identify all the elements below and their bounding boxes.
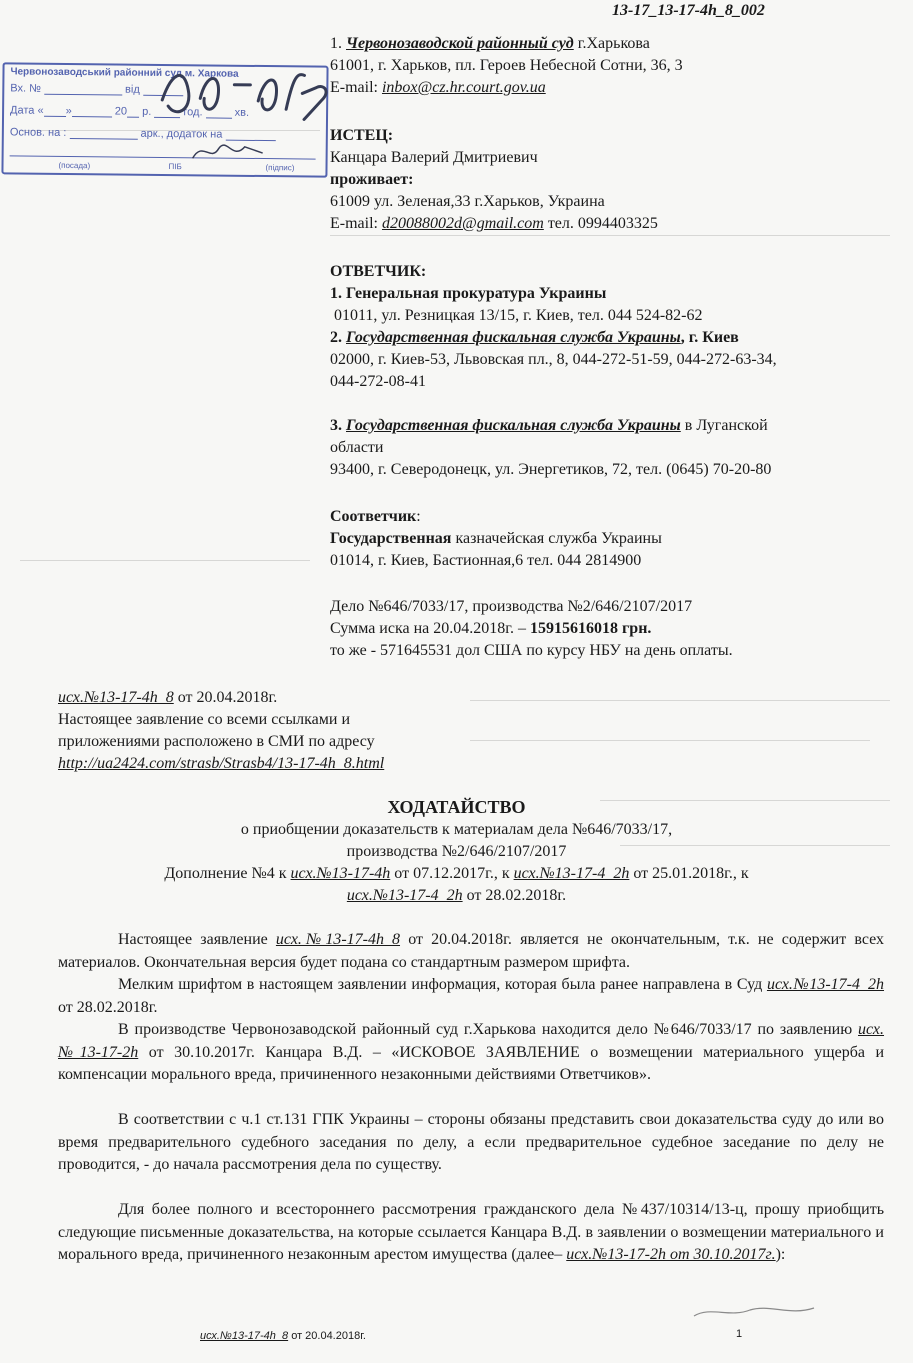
defendant-3-region: области bbox=[330, 439, 384, 456]
defendant-3-title: 3. Государственная фискальная служба Украины в Луганской bbox=[330, 417, 768, 434]
paragraph-4: В соответствии с ч.1 ст.131 ГПК Украины – стороны обязаны представить свои доказательства суду до или во время предварительного судебного заседания по делу, а если предварительное судебное заседание по делу не проводится, - до начала рассмотрения дела по существу. bbox=[58, 1111, 884, 1173]
defendant-2-address-1: 02000, г. Киев-53, Львовская пл., 8, 044-272-51-59, 044-272-63-34, bbox=[330, 351, 777, 368]
defendants-heading: ОТВЕТЧИК: bbox=[330, 263, 427, 280]
ref-line: исх.№13-17-4h_8 от 20.04.2018г. bbox=[58, 689, 278, 706]
paragraph-1: Настоящее заявление исх.№13-17-4h_8 от 20.04.2018г. является не окончательным, т.к. не содержит всех материалов. Окончательная версия будет подана со стандартным размером шрифта. bbox=[58, 931, 885, 971]
plaintiff-address: 61009 ул. Зеленая,33 г.Харьков, Украина bbox=[330, 193, 605, 210]
paragraph-2: Мелким шрифтом в настоящем заявлении информация, которая была ранее направлена в Суд исх.№13-17-4_2h от 28.02.2018г. bbox=[58, 976, 885, 1016]
document-code: 13-17_13-17-4h_8_002 bbox=[612, 2, 765, 19]
paragraph-5: Для более полного и всестороннего рассмотрения гражданского дела №437/10314/13-ц, прошу приобщить следующие письменные доказательства, на которые ссылается Канцара В.Д. в заявлении о возмещении материального и морального вреда, причиненного незаконным арестом имущества (далее– исх.№13-17-2h от 30.10.2017г.): bbox=[58, 1201, 884, 1263]
plaintiff-name: Канцара Валерий Дмитриевич bbox=[330, 149, 538, 166]
plaintiff-heading: ИСТЕЦ: bbox=[330, 127, 394, 144]
codefendant-name: Государственная казначейская служба Украины bbox=[330, 530, 662, 547]
codefendant-address: 01014, г. Киев, Бастионная,6 тел. 044 2814900 bbox=[330, 552, 642, 569]
document-title: ХОДАТАЙСТВО bbox=[387, 797, 526, 817]
plaintiff-email-link[interactable]: d20088002d@gmail.com bbox=[381, 215, 544, 232]
registration-stamp bbox=[1, 62, 328, 177]
title-sub-1: о приобщении доказательств к материалам дела №646/7033/17, bbox=[240, 821, 673, 838]
ref-url-link[interactable]: http://ua2424.com/strasb/Strasb4/13-17-4h_8.html bbox=[58, 755, 385, 772]
footer-reference: исх.№13-17-4h_8 от 20.04.2018г. bbox=[200, 1330, 366, 1342]
claim-sum: Сумма иска на 20.04.2018г. – 15915616018 грн. bbox=[330, 620, 652, 637]
stamp-in-row: Вх. № від bbox=[10, 82, 183, 96]
stamp-footer: (посада) ПІБ (підпис) bbox=[58, 160, 295, 173]
defendant-2-title: 2. Государственная фискальная служба Украины, г. Киев bbox=[330, 329, 739, 346]
handwritten-mark bbox=[690, 1300, 820, 1322]
defendant-3-address: 93400, г. Северодонецк, ул. Энергетиков, 72, тел. (0645) 70-20-80 bbox=[330, 461, 772, 478]
defendant-2-address-2: 044-272-08-41 bbox=[330, 373, 426, 390]
court-name: Червонозаводской районный суд bbox=[346, 35, 574, 52]
claim-sum-usd: то же - 571645531 дол США по курсу НБУ на день оплаты. bbox=[330, 642, 733, 659]
court-email-line: E-mail: inbox@cz.hr.court.gov.ua bbox=[330, 79, 546, 96]
court-line: 1. Червонозаводской районный суд г.Харькова bbox=[330, 35, 650, 52]
stamp-date-row: Дата « » 20 р. год. хв. bbox=[10, 104, 250, 119]
court-email-link[interactable]: inbox@cz.hr.court.gov.ua bbox=[381, 79, 546, 96]
defendant-1-title: 1. Генеральная прокуратура Украины bbox=[330, 285, 607, 302]
title-addendum: Дополнение №4 к исх.№13-17-4h от 07.12.2017г., к исх.№13-17-4_2h от 25.01.2018г., к bbox=[164, 865, 749, 882]
title-addendum-2: исх.№13-17-4_2h от 28.02.2018г. bbox=[346, 887, 567, 904]
title-sub-2: производства №2/646/2107/2017 bbox=[346, 843, 567, 860]
stamp-basis-row: Основ. на : арк., додаток на bbox=[10, 126, 276, 141]
court-address: 61001, г. Харьков, пл. Героев Небесной Сотни, 36, 3 bbox=[330, 57, 683, 74]
stamp-header: Червонозаводський районний суд м. Харкова bbox=[10, 66, 239, 80]
handwritten-date-scrawl bbox=[154, 60, 345, 132]
stamp-signature bbox=[189, 136, 269, 167]
plaintiff-contacts: E-mail: d20088002d@gmail.com тел. 0994403325 bbox=[330, 215, 658, 232]
ref-note-1: Настоящее заявление со всеми ссылками и bbox=[58, 711, 351, 728]
ref-note-2: приложениями расположено в СМИ по адресу bbox=[58, 733, 375, 750]
case-number: Дело №646/7033/17, производства №2/646/2107/2017 bbox=[330, 598, 693, 615]
page-number: 1 bbox=[736, 1328, 743, 1340]
paragraph-3: В производстве Червонозаводской районный суд г.Харькова находится дело №646/7033/17 по заявлению исх.№13-17-2h от 30.10.2017г. Канцара В.Д. – «ИСКОВОЕ ЗАЯВЛЕНИЕ о возмещении материального ущерба и компенсации морального вреда, причиненного незаконными действиями Ответчиков». bbox=[58, 1021, 885, 1083]
plaintiff-lives-label: проживает: bbox=[330, 171, 414, 188]
defendant-1-address: 01011, ул. Резницкая 13/15, г. Киев, тел. 044 524-82-62 bbox=[334, 307, 703, 324]
ref-url-line bbox=[58, 753, 384, 775]
codefendant-heading: Соответчик: bbox=[330, 508, 421, 525]
